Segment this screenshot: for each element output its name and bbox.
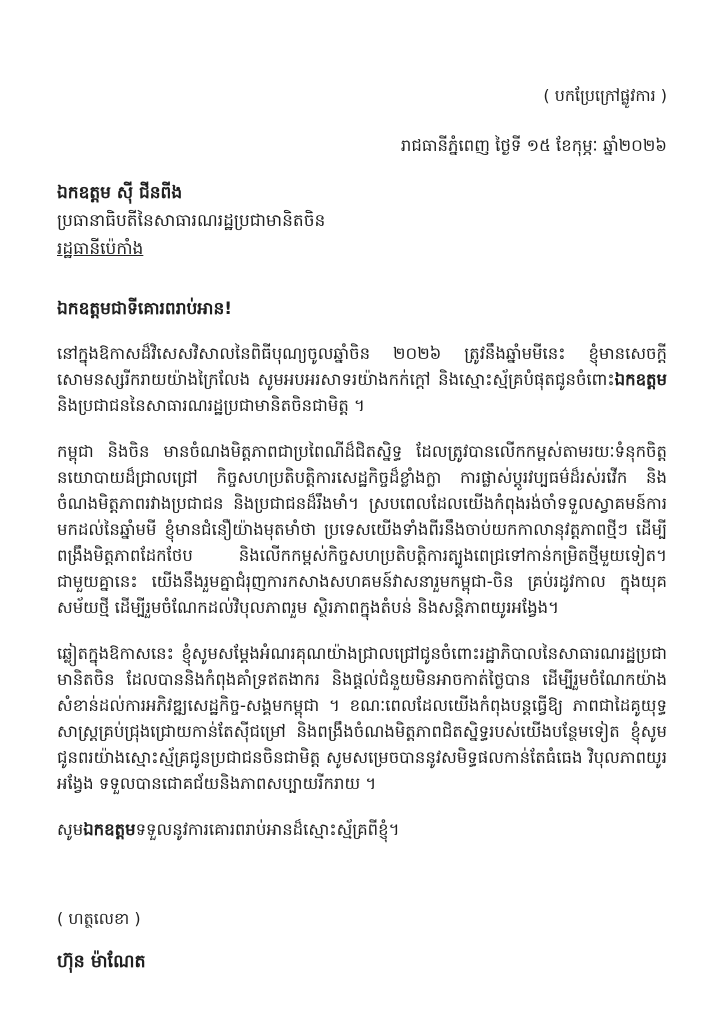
paragraph-3 (57, 641, 667, 797)
signature-note: ( ហត្ថលេខា ) (57, 909, 141, 928)
recipient-city: រដ្ឋធានីប៉េកាំង (57, 239, 144, 259)
closing-text: សូម (57, 820, 84, 839)
recipient-name: ឯកឧត្តម ស៊ី ជីនពីង (57, 183, 183, 203)
salutation: ឯកឧត្តមជាទីគោរពរាប់អាន! (57, 299, 233, 319)
closing-line (57, 817, 667, 843)
signer-name: ហ៊ុន ម៉ាណែត (57, 952, 146, 972)
paragraph-2-text: កម្ពុជា និងចិន មានចំណងមិត្តភាពជាប្រពៃណីដ៏ជិតស្និទ្ធ ដែលត្រូវបានលើកកម្ពស់តាមរយៈទំនុកចិត្តនយោបាយដ៏ជ្រាលជ្រៅ កិច្ចសហប្រតិបត្តិការសេដ្ឋកិច្ចដ៏ខ្លាំងក្លា ការផ្លាស់ប្តូរវប្បធម៌ដ៏រស់រវើក និងចំណងមិត្តភាពរវាងប្រជាជន និងប្រជាជនដ៏រឹងមាំ។ ស្របពេលដែលយើងកំពុងរង់ចាំទទួលស្វាគមន៍ការមកដល់នៃឆ្នាំមមី ខ្ញុំមានជំនឿយ៉ាងមុតមាំថា ប្រទេសយើងទាំងពីរនឹងចាប់យកកាលានុវត្តភាពថ្មីៗ ដើម្បីពង្រឹងមិត្តភាពដែកថែប និងលើកកម្ពស់កិច្ចសហប្រតិបត្តិការត្បូងពេជ្រទៅកាន់កម្រិតថ្មីមួយទៀត។ ជាមួយគ្នានេះ យើងនឹងរួមគ្នាជំរុញការកសាងសហគមន៍វាសនារួមកម្ពុជា-ចិន គ្រប់រដូវកាល ក្នុងយុគសម័យថ្មី ដើម្បីរួមចំណែកដល់វិបុលភាពរួម ស្ថិរភាពក្នុងតំបន់ និងសន្តិភាពយូរអង្វែង។ (57, 442, 667, 617)
closing-text-continued: ទទួលនូវការគោរពរាប់អានដ៏ស្មោះស្ម័គ្រពីខ្ញុំ។ (135, 820, 400, 839)
paragraph-1-text: នៅក្នុងឱកាសដ៏វិសេសវិសាលនៃពិធីបុណ្យចូលឆ្នាំចិន ២០២៦ ត្រូវនឹងឆ្នាំមមីនេះ ខ្ញុំមានសេចក្តីសោមនស្សរីករាយយ៉ាងក្រៃលែង សូមអបអរសាទរយ៉ាងកក់ក្តៅ និងស្មោះស្ម័គ្របំផុតជូនចំពោះ (57, 344, 667, 389)
paragraph-1-bold-excellency: ឯកឧត្តម (614, 370, 667, 389)
unofficial-translation-note: ( បកប្រែក្រៅផ្លូវការ ) (543, 86, 667, 105)
paragraph-1-text-continued: និងប្រជាជននៃសាធារណរដ្ឋប្រជាមានិតចិនជាមិត្ត ។ (57, 396, 365, 415)
paragraph-1 (57, 341, 667, 419)
recipient-title: ប្រធានាធិបតីនៃសាធារណរដ្ឋប្រជាមានិតចិន (57, 211, 326, 231)
dateline: រាជធានីភ្នំពេញ ថ្ងៃទី ១៥ ខែកុម្ភៈ ឆ្នាំ២០២៦ (400, 136, 667, 155)
closing-bold-excellency: ឯកឧត្តម (83, 820, 136, 839)
paragraph-2 (57, 439, 667, 621)
recipient-block (57, 179, 667, 263)
paragraph-3-text: ឆ្លៀតក្នុងឱកាសនេះ ខ្ញុំសូមសម្តែងអំណរគុណយ៉ាងជ្រាលជ្រៅជូនចំពោះរដ្ឋាភិបាលនៃសាធារណរដ្ឋប្រជាមានិតចិន ដែលបាននិងកំពុងគាំទ្រឥតងាករ និងផ្តល់ជំនួយមិនអាចកាត់ថ្លៃបាន ដើម្បីរួមចំណែកយ៉ាងសំខាន់ដល់ការអភិវឌ្ឍសេដ្ឋកិច្ច-សង្គមកម្ពុជា ។ ខណៈពេលដែលយើងកំពុងបន្តធ្វើឱ្យ ភាពជាដៃគូយុទ្ធសាស្ត្រគ្រប់ជ្រុងជ្រោយកាន់តែស៊ីជម្រៅ និងពង្រឹងចំណងមិត្តភាពជិតស្និទ្ធរបស់យើងបន្ថែមទៀត ខ្ញុំសូមជូនពរយ៉ាងស្មោះស្ម័គ្រជូនប្រជាជនចិនជាមិត្ត សូមសម្រេចបាននូវសមិទ្ធផលកាន់តែធំធេង វិបុលភាពយូរអង្វែង ទទួលបានជោគជ័យនិងភាពសប្បាយរីករាយ ។ (57, 644, 667, 793)
